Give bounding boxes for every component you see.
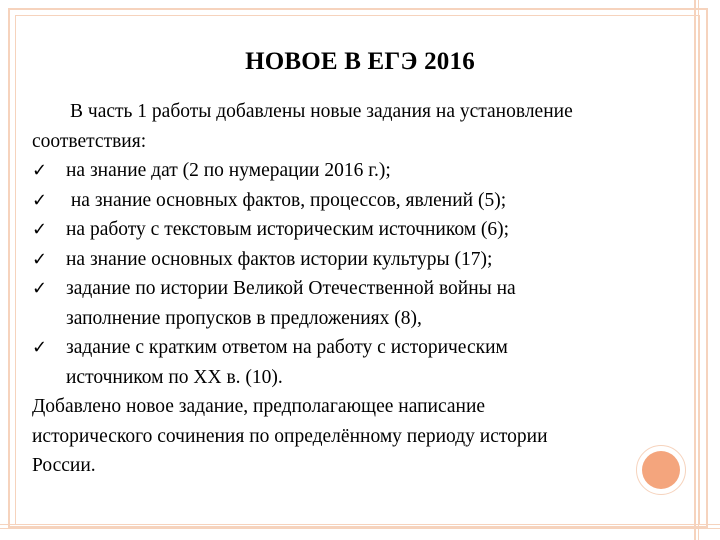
list-item-text: на знание дат (2 по нумерации 2016 г.); bbox=[66, 160, 391, 181]
checkmark-icon: ✓ bbox=[32, 160, 48, 181]
frame-line-bottom bbox=[0, 524, 720, 525]
checkmark-icon: ✓ bbox=[32, 189, 48, 211]
slide-body bbox=[32, 97, 697, 481]
outro-line-1: Добавлено новое задание, предполагающее написание bbox=[32, 396, 486, 417]
list-item-continuation: источником по XX в. (10). bbox=[66, 366, 283, 388]
frame-line-right-secondary bbox=[698, 0, 699, 540]
list-item bbox=[32, 333, 697, 363]
checkmark-icon: ✓ bbox=[32, 248, 48, 270]
outro-line-3: России. bbox=[32, 455, 96, 476]
intro-line-1: В часть 1 работы добавлены новые задания на установление bbox=[70, 101, 573, 122]
checkmark-icon: ✓ bbox=[32, 278, 48, 299]
list-item bbox=[32, 156, 697, 186]
list-item-text: на знание основных фактов истории культуры (17); bbox=[66, 248, 493, 270]
list-item bbox=[32, 274, 697, 304]
list-item-text: на знание основных фактов, процессов, явлений (5); bbox=[66, 189, 507, 211]
list-item-continuation: заполнение пропусков в предложениях (8), bbox=[66, 307, 422, 329]
list-item-text: задание по истории Великой Отечественной войны на bbox=[66, 278, 516, 299]
outro-line-2: исторического сочинения по определённому периоду истории bbox=[32, 425, 548, 447]
checkmark-icon: ✓ bbox=[32, 219, 48, 240]
list-item bbox=[32, 215, 697, 245]
slide-title: НОВОЕ В ЕГЭ 2016 bbox=[245, 48, 475, 75]
list-item-text: на работу с текстовым историческим источником (6); bbox=[66, 219, 510, 240]
frame-line-bottom-secondary bbox=[0, 528, 720, 529]
intro-line-2: соответствия: bbox=[32, 130, 147, 152]
list-item bbox=[32, 245, 697, 275]
list-item bbox=[32, 186, 697, 216]
list-item-text: задание с кратким ответом на работу с историческим bbox=[66, 337, 508, 358]
checkmark-icon: ✓ bbox=[32, 337, 48, 358]
